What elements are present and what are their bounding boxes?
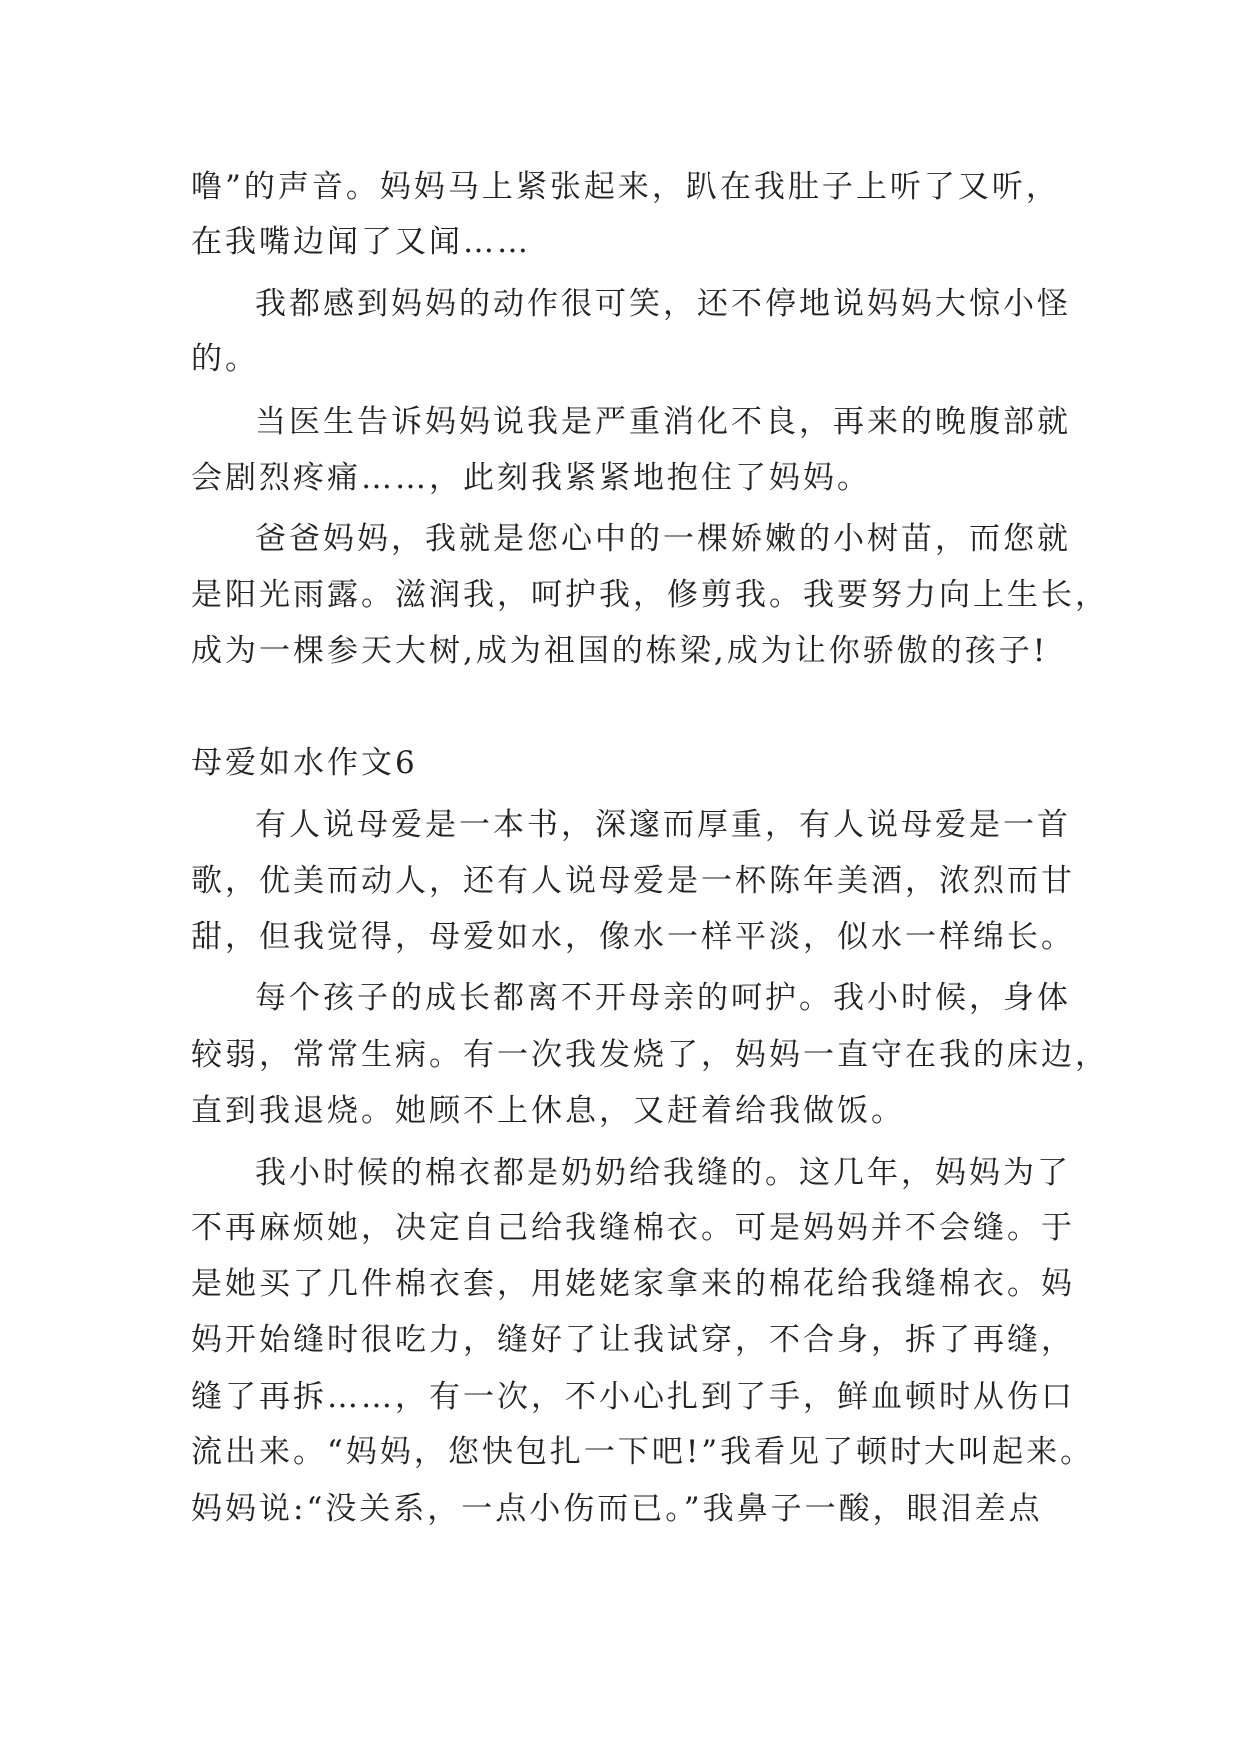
text-line: 妈妈说:“没关系，一点小伤而已。”我鼻子一酸，眼泪差点: [191, 1491, 1043, 1527]
section-heading: 母爱如水作文6: [191, 745, 418, 781]
paragraph-start-line: 我小时候的棉衣都是奶奶给我缝的。这几年，妈妈为了: [255, 1155, 1071, 1191]
paragraph-start-line: 当医生告诉妈妈说我是严重消化不良，再来的晚腹部就: [255, 404, 1071, 440]
paragraph-start-line: 每个孩子的成长都离不开母亲的呵护。我小时候，身体: [255, 980, 1071, 1016]
text-line: 噜”的声音。妈妈马上紧张起来，趴在我肚子上听了又听，: [191, 169, 1060, 205]
text-line: 是阳光雨露。滋润我，呵护我，修剪我。我要努力向上生长，: [191, 577, 1109, 613]
text-line: 甜，但我觉得，母爱如水，像水一样平淡，似水一样绵长。: [191, 919, 1075, 955]
text-line: 的。: [191, 341, 259, 377]
text-line: 会剧烈疼痛……，此刻我紧紧地抱住了妈妈。: [191, 460, 871, 496]
text-line: 流出来。“妈妈，您快包扎一下吧!”我看见了顿时大叫起来。: [191, 1434, 1095, 1470]
text-line: 妈开始缝时很吃力，缝好了让我试穿，不合身，拆了再缝，: [191, 1322, 1075, 1358]
text-line: 直到我退烧。她顾不上休息，又赶着给我做饭。: [191, 1093, 905, 1129]
text-line: 缝了再拆……，有一次，不小心扎到了手，鲜血顿时从伤口: [191, 1379, 1075, 1415]
paragraph-start-line: 爸爸妈妈，我就是您心中的一棵娇嫩的小树苗，而您就: [255, 521, 1071, 557]
paragraph-start-line: 有人说母爱是一本书，深邃而厚重，有人说母爱是一首: [255, 807, 1071, 843]
text-line: 成为一棵参天大树,成为祖国的栋梁,成为让你骄傲的孩子!: [191, 633, 1049, 669]
text-line: 是她买了几件棉衣套，用姥姥家拿来的棉花给我缝棉衣。妈: [191, 1266, 1075, 1302]
text-line: 较弱，常常生病。有一次我发烧了，妈妈一直守在我的床边，: [191, 1037, 1109, 1073]
text-line: 歌，优美而动人，还有人说母爱是一杯陈年美酒，浓烈而甘: [191, 863, 1075, 899]
text-line: 不再麻烦她，决定自己给我缝棉衣。可是妈妈并不会缝。于: [191, 1210, 1075, 1246]
paragraph-start-line: 我都感到妈妈的动作很可笑，还不停地说妈妈大惊小怪: [255, 286, 1071, 322]
text-line: 在我嘴边闻了又闻……: [191, 224, 531, 260]
